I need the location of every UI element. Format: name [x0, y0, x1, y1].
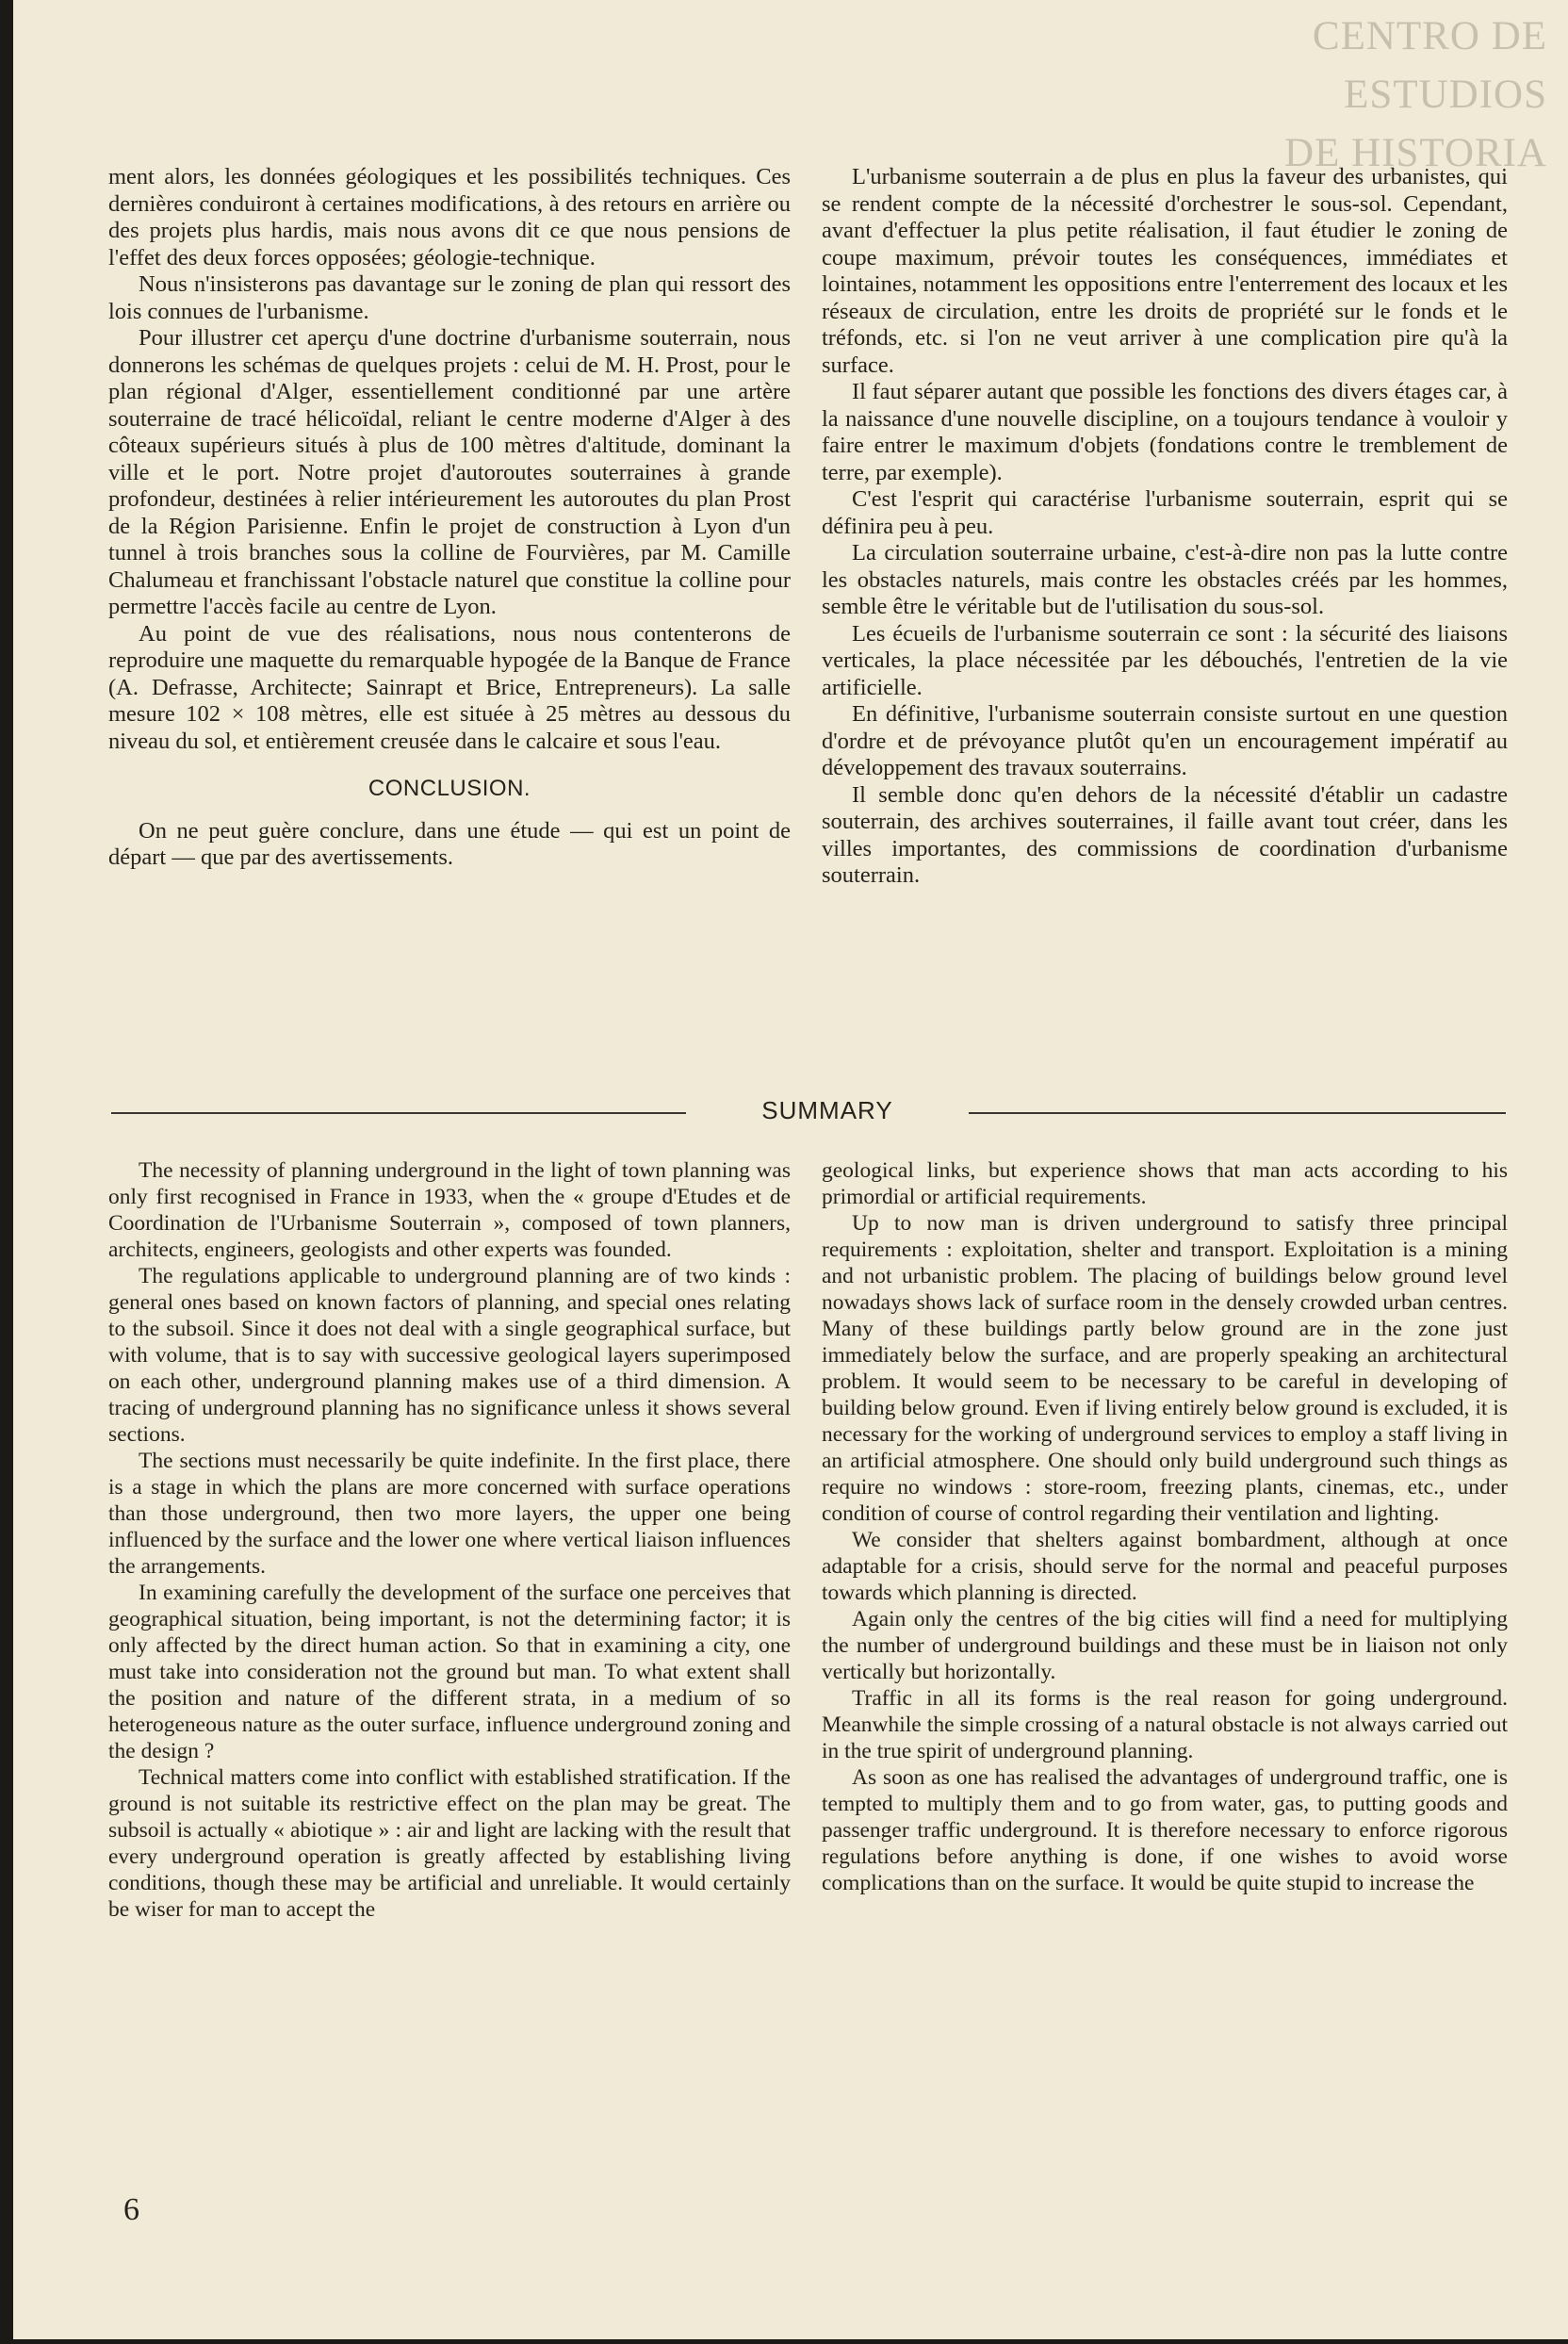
paragraph: Again only the centres of the big cities will find a need for multiplying the number of underground buildings and these must be in liaison not only vertically but horizontally. [822, 1607, 1508, 1684]
paragraph: We consider that shelters against bombardment, although at once adaptable for a crisis, should serve for the normal and peaceful purposes towards which planning is directed. [822, 1528, 1508, 1605]
french-right-column [822, 164, 1508, 890]
paragraph: Traffic in all its forms is the real reason for going underground. Meanwhile the simple crossing of a natural obstacle is not always carried out in the true spirit of underground planning. [822, 1686, 1508, 1763]
summary-right-column [822, 1157, 1508, 1896]
paragraph: The regulations applicable to underground planning are of two kinds : general ones based on known factors of planning, and special ones relating to the subsoil. Since it does not deal with a single geographical surface, but with volume, that is to say with successive geological layers superimposed on each other, underground planning makes use of a third dimension. A tracing of underground planning has no significance unless it shows several sections. [108, 1264, 791, 1447]
paragraph: Au point de vue des réalisations, nous nous contenterons de reproduire une maquette du remarquable hypogée de la Banque de France (A. Defrasse, Architecte; Sainrapt et Brice, Entrepreneurs). La salle mesure 102 × 108 mètres, elle est située à 25 mètres au dessous du niveau du sol, et entièrement creusée dans le calcaire et sous l'eau. [108, 620, 791, 754]
watermark-line: CENTRO DE [1312, 14, 1547, 58]
divider-rule [111, 1112, 686, 1114]
paragraph: L'urbanisme souterrain a de plus en plus la faveur des urbanistes, qui se rendent compte de la nécessité d'orchestrer le sous-sol. Cependant, avant d'effectuer la plus petite réalisation, il faut étudier le zoning de coupe maximum, prévoir toutes les conséquences, immédiates et lointaines, notamment les oppositions entre l'enterrement des locaux et les réseaux de circulation, entre les droits de propriété sur le fonds et le tréfonds, etc. si l'on ne veut arriver à une complication pire qu'à la surface. [822, 164, 1508, 378]
paragraph: Technical matters come into conflict with established stratification. If the ground is not suitable its restrictive effect on the plan may be great. The subsoil is actually « abiotique » : air and light are lacking with the result that every underground operation is greatly affected by establishing living conditions, though these may be artificial and unreliable. It would certainly be wiser for man to accept the [108, 1765, 791, 1922]
watermark-line: DE HISTORIA [1284, 131, 1547, 175]
paragraph: Il faut séparer autant que possible les fonctions des divers étages car, à la naissance d'une nouvelle discipline, on a toujours tendance à vouloir y faire entrer le maximum d'objets (fondations contre le tremblement de terre, par exemple). [822, 379, 1508, 485]
paragraph: The sections must necessarily be quite indefinite. In the first place, there is a stage in which the plans are more concerned with surface operations than those underground, then two more layers, the upper one being influenced by the surface and the lower one where vertical liaison influences the arrangements. [108, 1449, 791, 1579]
french-left-column [108, 164, 791, 872]
paragraph: On ne peut guère conclure, dans une étude — qui est un point de départ — que par des avertissements. [108, 817, 791, 870]
paragraph: C'est l'esprit qui caractérise l'urbanisme souterrain, esprit qui se définira peu à peu. [822, 486, 1508, 539]
archive-watermark [1236, 8, 1547, 183]
paragraph: As soon as one has realised the advantages of underground traffic, one is tempted to multiply them and to go from water, gas, to putting goods and passenger traffic underground. It is therefore necessary to enforce rigorous regulations before anything is done, if one wishes to avoid worse complications than on the surface. It would be quite stupid to increase the [822, 1765, 1508, 1895]
paragraph: Pour illustrer cet aperçu d'une doctrine d'urbanisme souterrain, nous donnerons les schémas de quelques projets : celui de M. H. Prost, pour le plan régional d'Alger, essentiellement conditionné par une artère souterraine de tracé hélicoïdal, reliant le centre moderne d'Alger à des côteaux supérieurs situés à plus de 100 mètres d'altitude, dominant la ville et le port. Notre projet d'autoroutes souterraines à grande profondeur, destinées à relier intérieurement les autoroutes du plan Prost de la Région Parisienne. Enfin le projet de construction à Lyon d'un tunnel à trois branches sous la colline de Fourvières, par M. Camille Chalumeau et franchissant l'obstacle naturel que constitue la colline pour permettre l'accès facile au centre de Lyon. [108, 325, 791, 619]
summary-divider [111, 1093, 1506, 1131]
summary-title: SUMMARY [761, 1096, 893, 1124]
paragraph: En définitive, l'urbanisme souterrain consiste surtout en une question d'ordre et de prévoyance plutôt qu'en un encouragement impératif au développement des travaux souterrains. [822, 701, 1508, 780]
paragraph: ment alors, les données géologiques et les possibilités techniques. Ces dernières conduiront à certaines modifications, à des retours en arrière ou des projets plus hardis, mais nous avons dit ce que nous pensions de l'effet des deux forces opposées; géologie-technique. [108, 164, 791, 270]
paragraph: Nous n'insisterons pas davantage sur le zoning de plan qui ressort des lois connues de l'urbanisme. [108, 271, 791, 324]
paragraph: Up to now man is driven underground to satisfy three principal requirements : exploitation, shelter and transport. Exploitation is a mining and not urbanistic problem. The placing of buildings below ground level nowadays shows lack of surface room in the densely crowded urban centres. Many of these buildings partly below ground are in the zone just immediately below the surface, and are properly speaking an architectural problem. It would seem to be necessary to be careful in developing of building below ground. Even if living entirely below ground is excluded, it is necessary for the working of underground services to employ a staff living in an artificial atmosphere. One should only build underground such things as require no windows : store-room, freezing plants, cinemas, etc., under condition of course of control regarding their ventilation and lighting. [822, 1211, 1508, 1526]
document-page [13, 0, 1568, 2339]
paragraph: Les écueils de l'urbanisme souterrain ce sont : la sécurité des liaisons verticales, la place nécessitée par les débouchés, l'entretien de la vie artificielle. [822, 620, 1508, 700]
paragraph: The necessity of planning underground in the light of town planning was only first recognised in France in 1933, when the « groupe d'Etudes et de Coordination de l'Urbanisme Souterrain », composed of town planners, architects, engineers, geologists and other experts was founded. [108, 1158, 791, 1262]
paragraph: geological links, but experience shows that man acts according to his primordial or artificial requirements. [822, 1158, 1508, 1209]
page-number: 6 [123, 2192, 139, 2227]
paragraph: In examining carefully the development of the surface one perceives that geographical situation, being important, is not the determining factor; it is only affected by the direct human action. So that in examining a city, one must take into consideration not the ground but man. To what extent shall the position and nature of the different strata, in a medium of so heterogeneous nature as the outer surface, influence underground zoning and the design ? [108, 1581, 791, 1763]
watermark-line: ESTUDIOS [1344, 73, 1547, 117]
conclusion-heading: CONCLUSION. [368, 776, 531, 801]
paragraph: La circulation souterraine urbaine, c'est-à-dire non pas la lutte contre les obstacles naturels, mais contre les obstacles créés par les hommes, semble être le véritable but de l'utilisation du sous-sol. [822, 540, 1508, 619]
divider-rule [969, 1112, 1506, 1114]
summary-left-column [108, 1157, 791, 1923]
paragraph: Il semble donc qu'en dehors de la nécessité d'établir un cadastre souterrain, des archives souterraines, il faille avant tout créer, dans les villes importantes, des commissions de coordination d'urbanisme souterrain. [822, 781, 1508, 888]
